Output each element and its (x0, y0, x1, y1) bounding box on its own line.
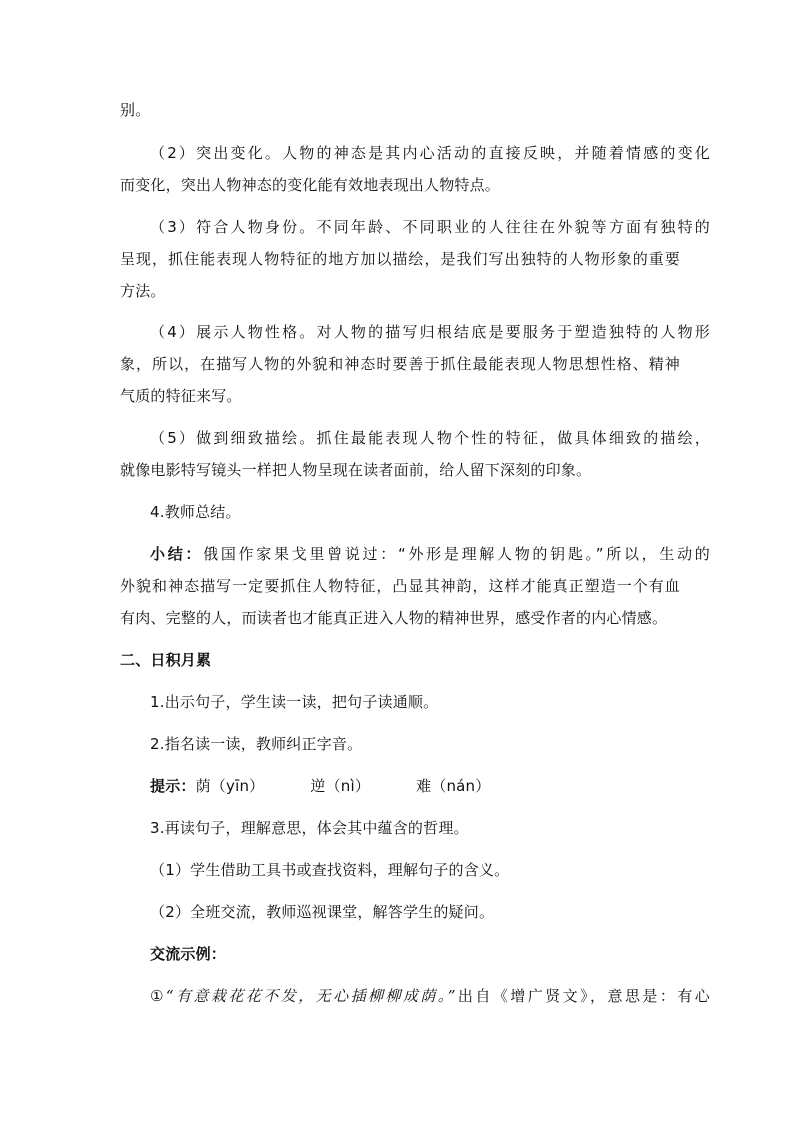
summary-line-2: 外貌和神态描写一定要抓住人物特征，凸显其神韵，这样才能真正塑造一个有血 (120, 577, 680, 595)
step-2: 2.指名读一读，教师纠正字音。 (150, 735, 363, 753)
paragraph-continuation: 别。 (120, 101, 151, 119)
summary-label: 小结： (150, 545, 204, 563)
point-2-line-2: 而变化，突出人物神态的变化能有效地表现出人物特点。 (120, 176, 501, 194)
hint-word-3: 难（nán） (416, 777, 491, 795)
summary-text: 俄国作家果戈里曾说过：“外形是理解人物的钥匙。”所以，生动的 (203, 545, 710, 563)
point-5-line-2: 就像电影特写镜头一样把人物呈现在读者面前，给人留下深刻的印象。 (120, 461, 592, 479)
point-4-line-3: 气质的特征来写。 (120, 387, 242, 405)
hint-word-2: 逆（nì） (310, 777, 371, 795)
sub-step-2: （2）全班交流，教师巡视课堂，解答学生的疑问。 (150, 903, 495, 921)
point-4-line-2: 象，所以，在描写人物的外貌和神态时要善于抓住最能表现人物思想性格、精神 (120, 355, 680, 373)
summary-line-1 (150, 544, 710, 564)
example-source: 出自《增广贤文》，意思是：有心 (455, 987, 710, 1005)
example-heading: 交流示例： (150, 945, 227, 963)
point-3-line-3: 方法。 (120, 282, 166, 300)
point-3-line-2: 呈现，抓住能表现人物特征的地方加以描绘，是我们写出独特的人物形象的重要 (120, 250, 680, 268)
hint-label: 提示： (150, 777, 196, 795)
step-1: 1.出示句子，学生读一读，把句子读通顺。 (150, 693, 439, 711)
sub-step-1: （1）学生借助工具书或查找资料，理解句子的含义。 (150, 861, 510, 879)
summary-line-3: 有肉、完整的人，而读者也才能真正进入人物的精神世界，感受作者的内心情感。 (120, 609, 668, 627)
point-2-line-1: （2）突出变化。人物的神态是其内心活动的直接反映，并随着情感的变化 (150, 144, 710, 162)
example-1 (150, 986, 710, 1006)
step-3: 3.再读句子，理解意思，体会其中蕴含的哲理。 (150, 819, 469, 837)
example-quote: “有意栽花花不发，无心插柳柳成荫。” (165, 987, 456, 1005)
point-5-line-1: （5）做到细致描绘。抓住最能表现人物个性的特征，做具体细致的描绘， (150, 429, 710, 447)
section-heading: 二、日积月累 (120, 651, 212, 669)
pronunciation-hints (150, 776, 710, 796)
hint-word-1: 荫（yīn） (195, 777, 265, 795)
step-4: 4.教师总结。 (150, 503, 241, 521)
point-3-line-1: （3）符合人物身份。不同年龄、不同职业的人往往在外貌等方面有独特的 (150, 218, 710, 236)
example-number: ① (150, 987, 166, 1005)
point-4-line-1: （4）展示人物性格。对人物的描写归根结底是要服务于塑造独特的人物形 (150, 323, 710, 341)
